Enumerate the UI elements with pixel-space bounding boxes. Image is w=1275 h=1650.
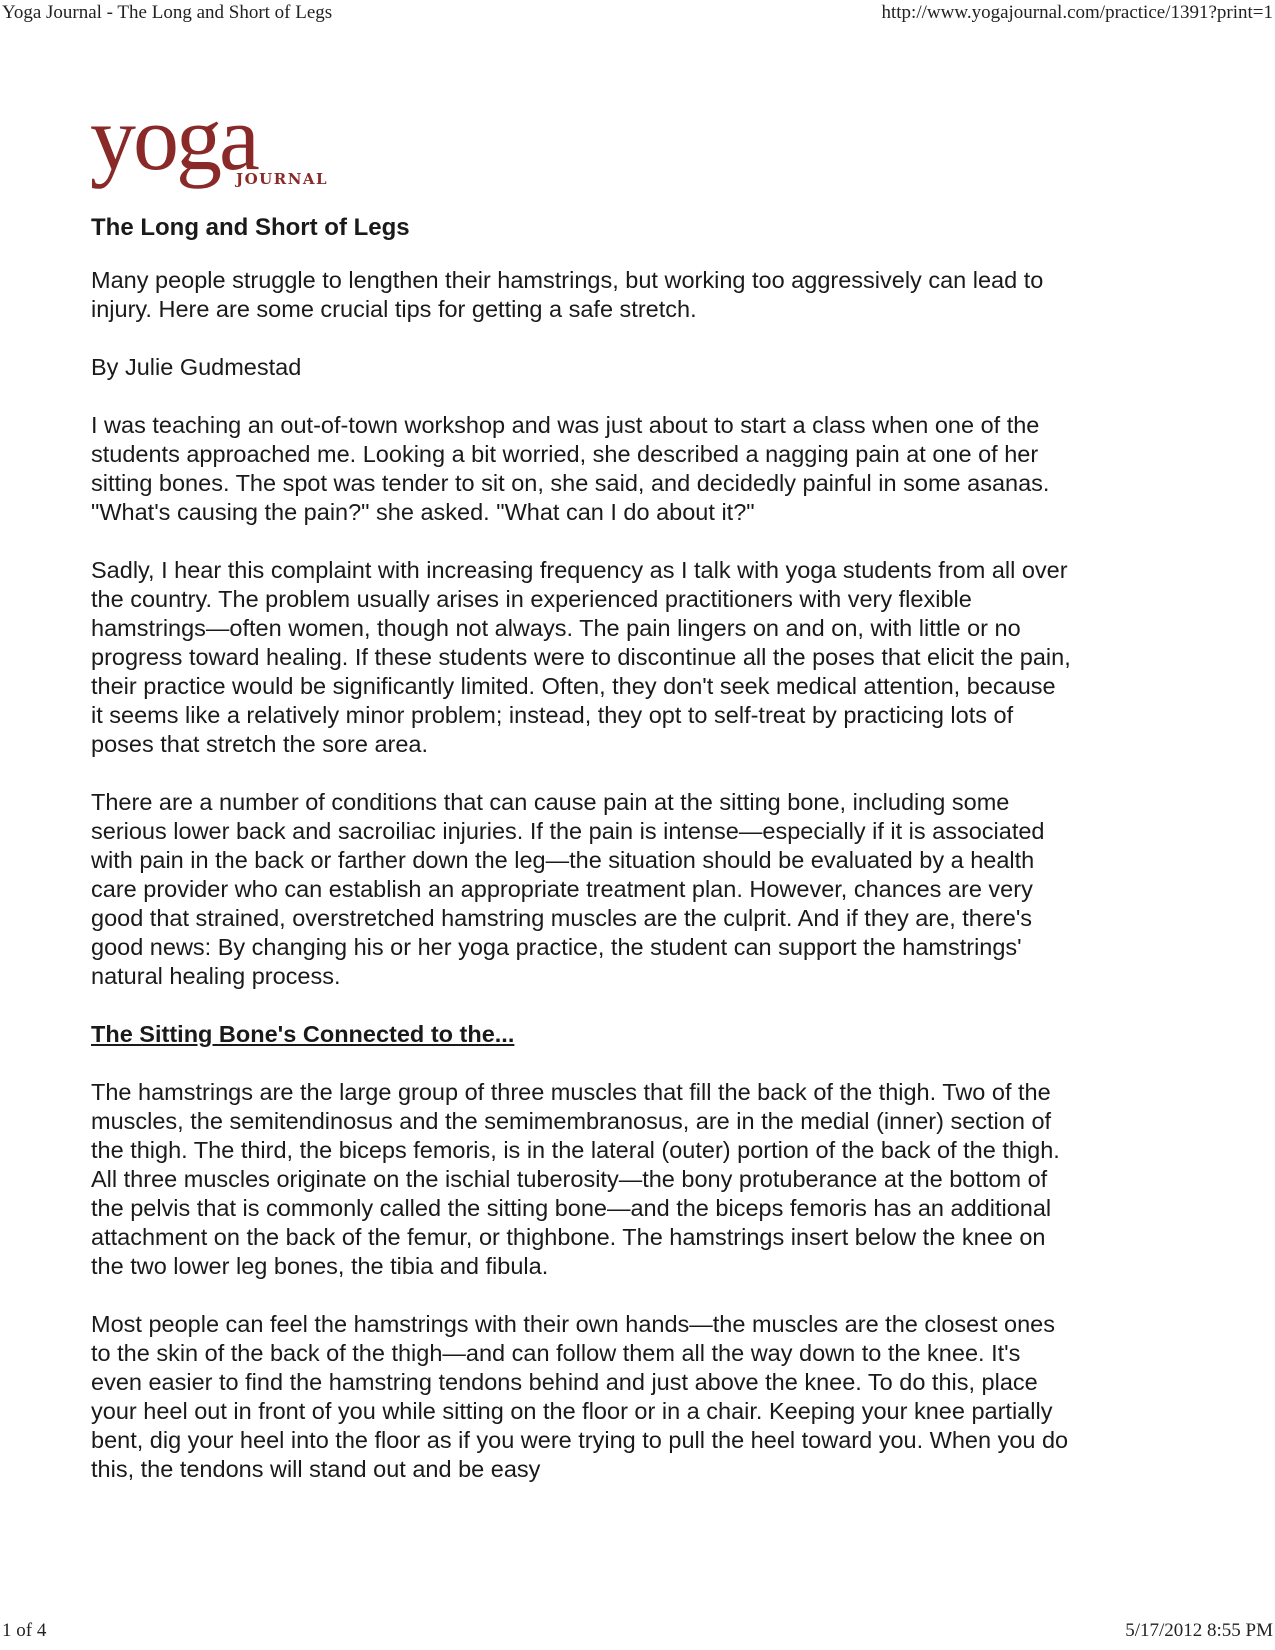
section-heading: The Sitting Bone's Connected to the... [91,1021,515,1047]
print-header-title: Yoga Journal - The Long and Short of Legs [2,2,333,23]
logo-subtitle: JOURNAL [236,170,329,188]
article-paragraph: Sadly, I hear this complaint with increasing frequency as I talk with yoga students from all over the country. The problem usually arises in experienced practitioners with very flexible hamstrings—often women, though not always. The pain lingers on and on, with little or no progress toward healing. If these students were to discontinue all the poses that elicit the pain, their practice would be significantly limited. Often, they don't seek medical attention, because it seems like a relatively minor problem; instead, they opt to self-treat by practicing lots of poses that stretch the sore area. [91,557,1071,757]
article-paragraph: There are a number of conditions that can cause pain at the sitting bone, including some serious lower back and sacroiliac injuries. If the pain is intense—especially if it is associated with pain in the back or farther down the leg—the situation should be evaluated by a health care provider who can establish an appropriate treatment plan. However, chances are very good that strained, overstretched hamstring muscles are the culprit. And if they are, there's good news: By changing his or her yoga practice, the student can support the hamstrings' natural healing process. [91,789,1045,989]
print-timestamp: 5/17/2012 8:55 PM [1125,1620,1273,1641]
logo-wordmark: yoga [90,87,257,189]
section-paragraph: Most people can feel the hamstrings with their own hands—the muscles are the closest ones to the skin of the back of the thigh—and can follow them all the way down to the knee. It's even easier to find the hamstring tendons behind and just above the knee. To do this, place your heel out in front of you while sitting on the floor or in a chair. Keeping your knee partially bent, dig your heel into the floor as if you were trying to pull the heel toward you. When you do this, the tendons will stand out and be easy [91,1311,1069,1482]
article-byline: By Julie Gudmestad [91,354,302,380]
article [91,213,1071,1513]
print-footer [0,1620,1275,1644]
article-deck: Many people struggle to lengthen their hamstrings, but working too aggressively can lead to injury. Here are some crucial tips for getting a safe stretch. [91,267,1044,322]
print-header-url: http://www.yogajournal.com/practice/1391?print=1 [881,2,1273,23]
page-counter: 1 of 4 [2,1620,47,1641]
yoga-journal-logo [90,87,370,198]
article-paragraph: I was teaching an out-of-town workshop and was just about to start a class when one of the students approached me. Looking a bit worried, she described a nagging pain at one of her sitting bones. The spot was tender to sit on, she said, and decidedly painful in some asanas. "What's causing the pain?" she asked. "What can I do about it?" [91,412,1050,525]
article-title: The Long and Short of Legs [91,214,410,241]
print-header [0,2,1275,26]
section-paragraph: The hamstrings are the large group of three muscles that fill the back of the thigh. Two of the muscles, the semitendinosus and the semimembranosus, are in the medial (inner) section of the thigh. The third, the biceps femoris, is in the lateral (outer) portion of the back of the thigh. All three muscles originate on the ischial tuberosity—the bony protuberance at the bottom of the pelvis that is commonly called the sitting bone—and the biceps femoris has an additional attachment on the back of the femur, or thighbone. The hamstrings insert below the knee on the two lower leg bones, the tibia and fibula. [91,1079,1060,1279]
